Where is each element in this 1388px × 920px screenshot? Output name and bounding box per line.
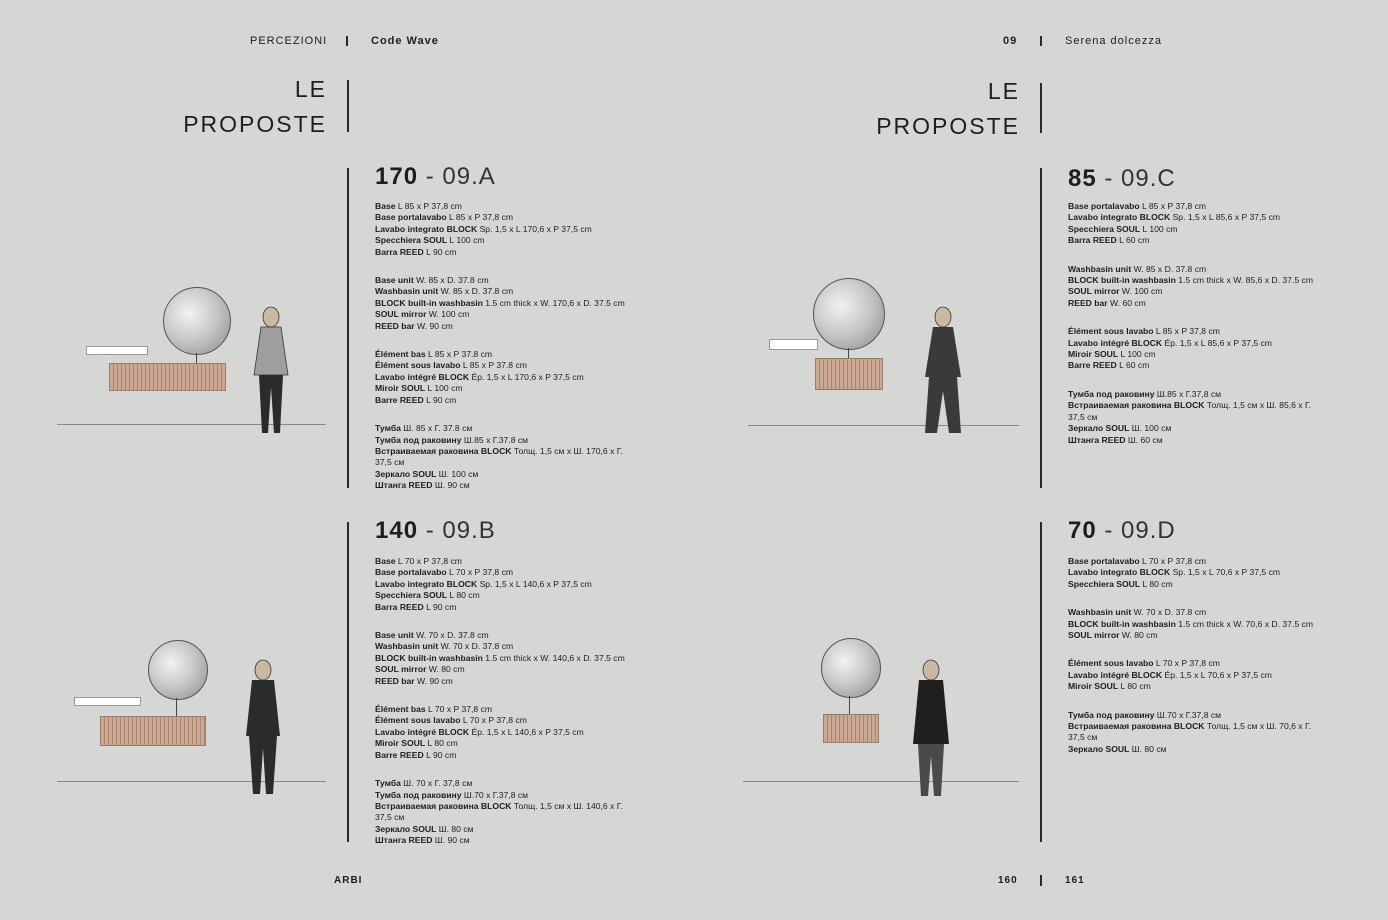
floor-line	[743, 781, 1019, 782]
spec-line	[375, 602, 635, 613]
spec-group	[1068, 326, 1328, 372]
spec-list	[1068, 201, 1328, 463]
spec-item-name: Base unit	[375, 630, 414, 641]
spec-line	[375, 579, 635, 590]
floor-line	[748, 425, 1019, 426]
spec-item-dimensions: W. 100 cm	[426, 309, 470, 320]
spec-line	[375, 423, 635, 434]
proposal-ref: 09.D	[1121, 517, 1176, 544]
spec-item-name: Тумба под раковину	[1068, 709, 1155, 720]
spec-item-name: Зеркало SOUL	[1068, 423, 1130, 434]
spec-item-dimensions: L 70 x P 37,8 cm	[446, 567, 514, 578]
spec-line	[1068, 619, 1328, 630]
vanity-cabinet	[100, 716, 206, 746]
spec-item-dimensions: W. 85 x D. 37.8 cm	[413, 275, 489, 286]
spec-item-dimensions: W. 90 cm	[414, 320, 453, 331]
spec-item-dimensions: L 85 x P 37.8 cm	[425, 349, 493, 360]
spec-line	[1068, 721, 1328, 744]
spec-line	[1068, 389, 1328, 400]
spec-item-dimensions: W. 85 x D. 37.8 cm	[1131, 263, 1207, 274]
spec-item-name: Тумба под раковину	[375, 434, 462, 445]
spec-line	[1068, 224, 1328, 235]
spec-group	[375, 423, 635, 491]
spec-line	[1068, 326, 1328, 337]
spec-group	[375, 704, 635, 761]
spec-line	[375, 349, 635, 360]
spec-item-name: Base portalavabo	[375, 212, 447, 223]
spec-group	[375, 275, 635, 332]
spec-item-dimensions: Ш. 70 x Г. 37,8 см	[400, 778, 473, 789]
proposal-size: 170	[375, 163, 419, 190]
title-line: LE	[294, 76, 327, 102]
spec-list	[375, 201, 635, 509]
chapter-title: Serena dolcezza	[1065, 35, 1162, 47]
person-figure	[905, 658, 957, 800]
spec-group	[1068, 556, 1328, 590]
proposal-size: 140	[375, 517, 419, 544]
title-divider	[347, 80, 349, 132]
spec-item-dimensions: Ép. 1,5 x L 85,6 x P 37,5 cm	[1162, 337, 1272, 348]
spec-item-dimensions: Ш.70 x Г.37,8 см	[461, 789, 529, 800]
spec-group	[375, 556, 635, 613]
spec-line	[1068, 681, 1328, 692]
spec-line	[1068, 670, 1328, 681]
spec-item-dimensions: W. 70 x D. 37.8 cm	[438, 641, 514, 652]
spec-line	[375, 360, 635, 371]
spec-line	[375, 676, 635, 687]
spec-group	[1068, 201, 1328, 247]
spec-group	[375, 349, 635, 406]
spec-item-dimensions: L 80 cm	[1118, 681, 1151, 692]
spec-item-name: Lavabo intégré BLOCK	[375, 371, 470, 382]
spec-line	[375, 567, 635, 578]
spec-item-dimensions: 1.5 cm thick x W. 140,6 x D. 37.5 cm	[482, 652, 625, 663]
proposal-ref: 09.A	[442, 163, 496, 190]
spec-item-dimensions: Sp. 1,5 x L 85,6 x P 37,5 cm	[1170, 212, 1281, 223]
spec-item-dimensions: L 60 cm	[1116, 235, 1150, 246]
spec-item-dimensions: Ш. 60 см	[1125, 434, 1163, 445]
spec-item-dimensions: L 85 x P 37,8 cm	[446, 212, 514, 223]
title-line: PROPOSTE	[876, 113, 1020, 139]
spec-item-name: Miroir SOUL	[375, 738, 426, 749]
spec-item-dimensions: L 100 cm	[1118, 349, 1156, 360]
round-mirror	[821, 638, 881, 698]
spec-group	[1068, 264, 1328, 310]
spec-item-dimensions: W. 70 x D. 37.8 cm	[1131, 607, 1207, 618]
spec-line	[375, 738, 635, 749]
spec-item-dimensions: 1.5 cm thick x W. 85,6 x D. 37.5 cm	[1175, 275, 1313, 286]
vanity-cabinet	[109, 363, 226, 391]
spec-line	[1068, 338, 1328, 349]
spec-group	[375, 201, 635, 258]
spec-item-name: Élément bas	[375, 349, 426, 360]
spec-item-name: BLOCK built-in washbasin	[1068, 275, 1176, 286]
spec-item-dimensions: Ш. 90 см	[432, 480, 470, 491]
spec-item-dimensions: Толщ. 1,5 см x Ш. 70,6 x Г. 37,5 см	[1068, 721, 1311, 743]
spec-item-name: Lavabo integrato BLOCK	[1068, 567, 1171, 578]
spec-line	[1068, 556, 1328, 567]
spec-list	[1068, 556, 1328, 772]
round-mirror	[148, 640, 208, 700]
spec-item-dimensions: L 80 cm	[1140, 578, 1173, 589]
spec-item-name: BLOCK built-in washbasin	[1068, 618, 1176, 629]
spec-line	[375, 286, 635, 297]
spec-item-dimensions: L 90 cm	[423, 394, 457, 405]
spec-item-name: Lavabo intégré BLOCK	[1068, 669, 1163, 680]
spec-item-dimensions: Толщ. 1,5 см x Ш. 170,6 x Г. 37,5 см	[375, 445, 623, 468]
spec-item-dimensions: L 85 x P 37,8 cm	[395, 201, 462, 211]
spec-item-name: Élément sous lavabo	[375, 715, 461, 726]
spec-line	[1068, 235, 1328, 246]
spec-line	[375, 383, 635, 394]
spec-line	[375, 298, 635, 309]
faucet	[176, 698, 177, 716]
spec-line	[1068, 298, 1328, 309]
round-mirror	[163, 287, 231, 355]
spec-line	[1068, 264, 1328, 275]
spec-line	[375, 630, 635, 641]
spec-line	[1068, 579, 1328, 590]
spec-line	[1068, 400, 1328, 423]
proposal-divider	[1040, 522, 1042, 842]
spec-line	[1068, 286, 1328, 297]
spec-item-dimensions: Sp. 1,5 x L 170,6 x P 37,5 cm	[477, 223, 592, 234]
spec-item-name: Washbasin unit	[375, 286, 439, 297]
page-title-right	[820, 74, 1020, 144]
spec-item-name: Встраиваемая раковина BLOCK	[375, 800, 512, 811]
spec-item-name: Base portalavabo	[1068, 556, 1140, 566]
spec-line	[1068, 607, 1328, 618]
spec-line	[1068, 567, 1328, 578]
proposal-code: 70 - 09.D	[1068, 517, 1176, 544]
spec-item-dimensions: L 70 x P 37,8 cm	[395, 556, 462, 566]
round-mirror	[813, 278, 885, 350]
spec-item-name: Зеркало SOUL	[375, 468, 437, 479]
faucet	[848, 348, 849, 358]
spec-item-dimensions: L 100 cm	[1140, 223, 1178, 234]
spec-line	[375, 201, 635, 212]
spec-item-name: REED bar	[1068, 297, 1108, 308]
title-line: LE	[987, 78, 1020, 104]
spec-line	[1068, 435, 1328, 446]
spec-item-name: Specchiera SOUL	[1068, 223, 1141, 234]
spec-item-name: Тумба под раковину	[375, 789, 462, 800]
proposal-code: 170 - 09.A	[375, 163, 496, 190]
spec-item-dimensions: L 85 x P 37,8 cm	[1139, 201, 1207, 211]
spec-item-dimensions: W. 100 cm	[1119, 286, 1163, 297]
proposal-divider	[1040, 168, 1042, 488]
spec-line	[375, 641, 635, 652]
spec-line	[375, 664, 635, 675]
spec-line	[375, 790, 635, 801]
spec-item-name: Barra REED	[375, 246, 424, 257]
spec-item-name: Miroir SOUL	[1068, 349, 1119, 360]
spec-item-dimensions: Ш. 80 см	[1129, 743, 1167, 754]
spec-item-dimensions: Ép. 1,5 x L 70,6 x P 37,5 cm	[1162, 669, 1272, 680]
spec-item-name: Lavabo integrato BLOCK	[1068, 212, 1171, 223]
spec-line	[1068, 212, 1328, 223]
spec-line	[1068, 658, 1328, 669]
spec-line	[1068, 630, 1328, 641]
spec-item-name: BLOCK built-in washbasin	[375, 297, 483, 308]
spec-item-name: Base portalavabo	[1068, 201, 1140, 211]
faucet	[849, 696, 850, 714]
spec-line	[375, 801, 635, 824]
spec-group	[1068, 710, 1328, 756]
spec-item-dimensions: L 70 x P 37,8 cm	[1153, 658, 1220, 669]
spec-line	[1068, 710, 1328, 721]
chapter-number: 09	[1003, 35, 1018, 47]
spec-line	[1068, 275, 1328, 286]
spec-item-name: Зеркало SOUL	[1068, 743, 1130, 754]
spec-list	[375, 556, 635, 864]
spec-item-dimensions: W. 85 x D. 37.8 cm	[438, 286, 514, 297]
header-divider	[346, 36, 348, 46]
proposal-ref: 09.B	[442, 517, 496, 544]
spec-line	[375, 750, 635, 761]
proposal-divider	[347, 168, 349, 488]
spec-item-dimensions: Sp. 1,5 x L 140,6 x P 37,5 cm	[477, 578, 592, 589]
spec-line	[1068, 349, 1328, 360]
spec-line	[1068, 423, 1328, 434]
spec-item-name: Тумба	[375, 423, 401, 434]
spec-item-dimensions: W. 80 cm	[426, 664, 465, 675]
spec-line	[375, 212, 635, 223]
brand-name: ARBI	[334, 875, 363, 886]
faucet	[196, 353, 197, 363]
spec-line	[375, 590, 635, 601]
spec-item-name: SOUL mirror	[1068, 630, 1120, 641]
spec-line	[375, 309, 635, 320]
towel-bar	[74, 697, 141, 706]
spec-item-name: Washbasin unit	[1068, 263, 1132, 274]
spec-item-name: Barre REED	[375, 394, 424, 405]
spec-line	[375, 704, 635, 715]
spec-group	[1068, 607, 1328, 641]
spec-item-name: Штанга REED	[375, 480, 433, 491]
spec-item-name: Тумба	[375, 778, 401, 789]
spec-item-name: Lavabo integrato BLOCK	[375, 223, 478, 234]
spec-item-name: Зеркало SOUL	[375, 823, 437, 834]
spec-item-name: Lavabo integrato BLOCK	[375, 578, 478, 589]
spec-line	[375, 469, 635, 480]
spec-line	[375, 446, 635, 469]
spec-item-dimensions: Ш.85 x Г.37,8 см	[1154, 388, 1222, 399]
spec-item-dimensions: L 85 x P 37.8 cm	[460, 360, 527, 371]
spec-item-name: Specchiera SOUL	[375, 235, 448, 246]
spec-item-dimensions: L 80 cm	[425, 738, 458, 749]
spec-item-name: Base portalavabo	[375, 567, 447, 578]
proposal-code: 140 - 09.B	[375, 517, 496, 544]
spec-item-dimensions: Ш.70 x Г.37,8 см	[1154, 709, 1222, 720]
header-divider	[1040, 36, 1042, 46]
spec-line	[1068, 201, 1328, 212]
title-divider	[1040, 83, 1042, 133]
spec-item-dimensions: W. 90 cm	[414, 675, 453, 686]
spec-line	[375, 395, 635, 406]
spec-item-name: Lavabo intégré BLOCK	[1068, 337, 1163, 348]
spec-item-dimensions: Ш. 100 см	[1129, 423, 1172, 434]
spec-group	[375, 630, 635, 687]
spec-item-dimensions: 1.5 cm thick x W. 170,6 x D. 37.5 cm	[482, 297, 625, 308]
spec-item-name: Washbasin unit	[375, 641, 439, 652]
collection-name: Code Wave	[371, 35, 439, 47]
page-title-left	[127, 72, 327, 142]
spec-line	[375, 480, 635, 491]
spec-item-name: BLOCK built-in washbasin	[375, 652, 483, 663]
proposal-code: 85 - 09.C	[1068, 165, 1176, 192]
spec-item-name: Base unit	[375, 275, 414, 286]
spec-line	[375, 321, 635, 332]
spec-line	[375, 235, 635, 246]
spec-item-name: Barre REED	[1068, 360, 1117, 371]
spec-item-name: Barra REED	[1068, 235, 1117, 246]
spec-line	[375, 372, 635, 383]
page-number-right: 161	[1065, 875, 1085, 886]
spec-item-name: Élément sous lavabo	[375, 360, 461, 371]
spec-line	[375, 835, 635, 846]
spec-line	[375, 435, 635, 446]
spec-item-dimensions: Ép. 1,5 x L 140,6 x P 37,5 cm	[469, 726, 584, 737]
spec-line	[375, 247, 635, 258]
spec-item-name: Specchiera SOUL	[1068, 578, 1141, 589]
spec-item-name: REED bar	[375, 320, 415, 331]
spec-item-name: Washbasin unit	[1068, 607, 1132, 618]
proposal-size: 70	[1068, 517, 1097, 544]
spec-item-dimensions: L 70 x P 37,8 cm	[425, 704, 493, 715]
spec-item-dimensions: Ш. 80 см	[436, 823, 474, 834]
spec-line	[375, 824, 635, 835]
spec-item-name: Тумба под раковину	[1068, 388, 1155, 399]
spec-line	[375, 715, 635, 726]
spec-item-dimensions: W. 70 x D. 37.8 cm	[413, 630, 489, 641]
spec-item-name: REED bar	[375, 675, 415, 686]
towel-bar	[86, 346, 148, 355]
spec-item-name: Barra REED	[375, 601, 424, 612]
spec-line	[375, 727, 635, 738]
spec-item-dimensions: Ш.85 x Г.37.8 см	[461, 434, 529, 445]
spec-item-name: Miroir SOUL	[375, 383, 426, 394]
section-label: PERCEZIONI	[250, 35, 328, 47]
spec-item-dimensions: Толщ. 1,5 см x Ш. 85,6 x Г. 37,5 см	[1068, 400, 1311, 422]
spec-item-dimensions: L 80 cm	[447, 590, 480, 601]
person-figure	[915, 305, 971, 441]
spec-line	[375, 224, 635, 235]
spec-item-dimensions: L 90 cm	[423, 246, 457, 257]
spec-item-name: Base	[375, 556, 396, 566]
spec-item-name: Barre REED	[375, 749, 424, 760]
spec-item-name: SOUL mirror	[375, 309, 427, 320]
spec-item-name: Встраиваемая раковина BLOCK	[1068, 721, 1205, 732]
spec-item-name: Встраиваемая раковина BLOCK	[1068, 400, 1205, 411]
spec-line	[375, 556, 635, 567]
spec-item-dimensions: Ш. 85 x Г. 37.8 см	[400, 423, 473, 434]
spec-group	[375, 778, 635, 846]
vanity-cabinet	[823, 714, 879, 743]
spec-item-dimensions: Ш. 100 см	[436, 468, 479, 479]
spec-item-name: SOUL mirror	[375, 664, 427, 675]
spec-item-name: Élément sous lavabo	[1068, 658, 1154, 669]
spec-item-name: Base	[375, 201, 396, 211]
proposal-size: 85	[1068, 165, 1097, 192]
spec-item-dimensions: L 60 cm	[1116, 360, 1150, 371]
spec-item-dimensions: L 70 x P 37,8 cm	[460, 715, 527, 726]
proposal-divider	[347, 522, 349, 842]
spec-line	[1068, 744, 1328, 755]
spec-item-dimensions: L 100 cm	[425, 383, 463, 394]
towel-bar	[769, 339, 818, 350]
footer-divider	[1040, 875, 1042, 886]
page-number-left: 160	[998, 875, 1018, 886]
vanity-cabinet	[815, 358, 883, 390]
spec-item-dimensions: Толщ. 1,5 см x Ш. 140,6 x Г. 37,5 см	[375, 800, 623, 823]
spec-item-name: Штанга REED	[375, 835, 433, 846]
spec-item-dimensions: 1.5 cm thick x W. 70,6 x D. 37.5 cm	[1175, 618, 1313, 629]
spec-item-dimensions: L 85 x P 37,8 cm	[1153, 326, 1220, 337]
spec-item-dimensions: Ш. 90 см	[432, 835, 470, 846]
spec-item-name: Élément bas	[375, 704, 426, 715]
spec-item-dimensions: L 100 cm	[447, 235, 485, 246]
person-figure	[246, 305, 296, 439]
spec-item-name: Штанга REED	[1068, 434, 1126, 445]
spec-item-name: SOUL mirror	[1068, 286, 1120, 297]
spec-line	[375, 653, 635, 664]
spec-item-dimensions: L 90 cm	[423, 601, 457, 612]
spec-group	[1068, 389, 1328, 446]
spec-item-dimensions: W. 60 cm	[1107, 297, 1146, 308]
spec-item-dimensions: Ép. 1,5 x L 170,6 x P 37,5 cm	[469, 371, 584, 382]
spec-item-dimensions: W. 80 cm	[1119, 630, 1158, 641]
spec-item-name: Lavabo intégré BLOCK	[375, 726, 470, 737]
spec-item-name: Miroir SOUL	[1068, 681, 1119, 692]
proposal-ref: 09.C	[1121, 165, 1176, 192]
title-line: PROPOSTE	[183, 111, 327, 137]
spec-item-name: Élément sous lavabo	[1068, 326, 1154, 337]
spec-item-dimensions: Sp. 1,5 x L 70,6 x P 37,5 cm	[1170, 567, 1281, 578]
spec-line	[1068, 360, 1328, 371]
spec-item-dimensions: L 90 cm	[423, 749, 457, 760]
spec-item-name: Встраиваемая раковина BLOCK	[375, 445, 512, 456]
person-figure	[235, 658, 291, 800]
spec-item-dimensions: L 70 x P 37,8 cm	[1139, 556, 1207, 566]
spec-group	[1068, 658, 1328, 692]
spec-line	[375, 778, 635, 789]
spec-line	[375, 275, 635, 286]
spec-item-name: Specchiera SOUL	[375, 590, 448, 601]
